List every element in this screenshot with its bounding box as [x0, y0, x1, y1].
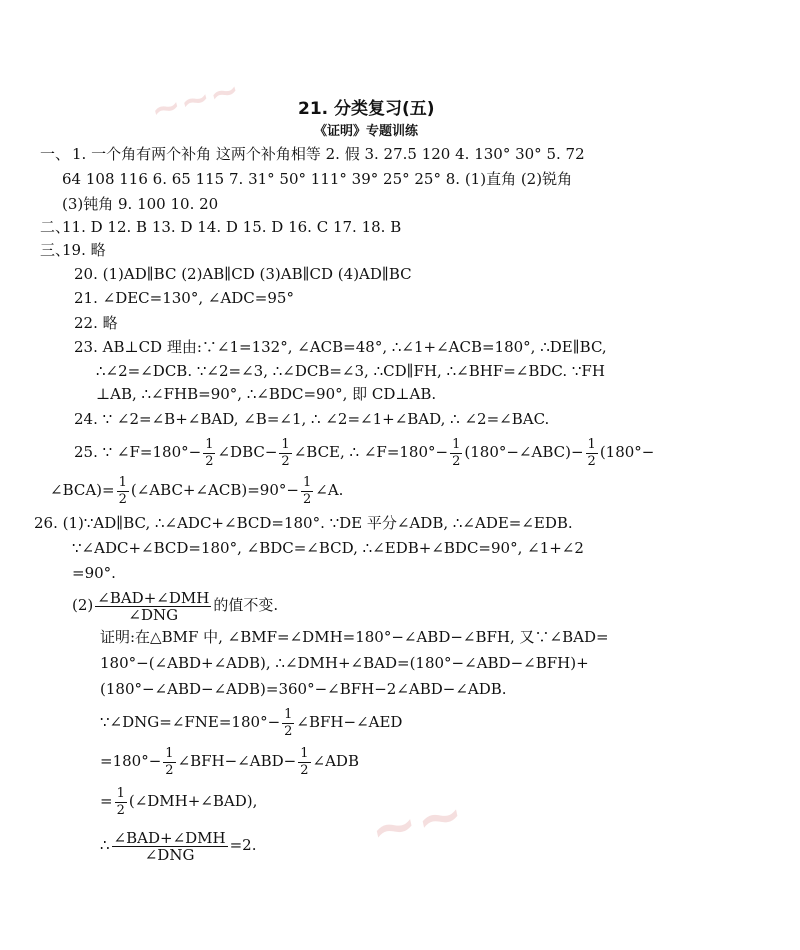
text-segment: ∠BFH−∠ABD− — [177, 752, 297, 770]
answer-line: 1. 一个角有两个补角 这两个补角相等 2. 假 3. 27.5 120 4. 130° 30° 5. 72 — [72, 145, 585, 163]
fraction-numerator: 1 — [205, 436, 214, 452]
text-segment: (180°− — [599, 443, 655, 461]
fraction-numerator: 1 — [281, 436, 290, 452]
fraction-numerator: 1 — [116, 785, 125, 801]
answer-line: 11. D 12. B 13. D 14. D 15. D 16. C 17. 18. B — [62, 218, 402, 236]
fraction-half — [301, 475, 313, 508]
fraction-denominator: ∠DNG — [128, 605, 179, 624]
text-segment: ∵∠DNG=∠FNE=180°− — [100, 713, 281, 731]
fraction-numerator: ∠BAD+∠DMH — [97, 588, 210, 607]
page-title: 21. 分类复习(五) — [298, 99, 435, 119]
fraction-denominator: 2 — [284, 723, 293, 739]
fraction-ratio — [112, 830, 228, 863]
text-segment: = — [100, 792, 113, 810]
fraction-denominator: 2 — [205, 453, 214, 469]
fraction-half — [115, 786, 127, 819]
answer-line: (180°−∠ABD−∠ADB)=360°−∠BFH−2∠ABD−∠ADB. — [100, 680, 507, 698]
section-label-1: 一、 — [40, 145, 71, 163]
text-segment: ∠DBC− — [217, 443, 278, 461]
proof-line — [100, 702, 402, 742]
text-segment: =180°− — [100, 752, 162, 770]
proof-line — [100, 741, 359, 781]
answer-line-25-cont — [50, 470, 343, 510]
answer-line: ∵∠ADC+∠BCD=180°, ∠BDC=∠BCD, ∴∠EDB+∠BDC=90°, ∠1+∠2 — [72, 539, 584, 557]
fraction-numerator: 1 — [452, 436, 461, 452]
text-segment: ∴ — [100, 836, 110, 854]
text-segment: ∠BCE, ∴ ∠F=180°− — [293, 443, 449, 461]
fraction-half — [450, 437, 462, 470]
watermark-bottom-right: ~~ — [364, 780, 470, 865]
fraction-numerator: ∠BAD+∠DMH — [113, 828, 226, 847]
watermark-top-left: ~~~ — [146, 68, 245, 133]
page-subtitle: 《证明》专题训练 — [314, 124, 419, 139]
text-segment: (∠ABC+∠ACB)=90°− — [130, 481, 299, 499]
fraction-numerator: 1 — [165, 745, 174, 761]
proof-conclusion — [100, 825, 257, 865]
fraction-denominator: 2 — [300, 762, 309, 778]
fraction-denominator: 2 — [452, 453, 461, 469]
fraction-half — [586, 437, 598, 470]
answer-line: 180°−(∠ABD+∠ADB), ∴∠DMH+∠BAD=(180°−∠ABD−∠BFH)+ — [100, 654, 589, 672]
answer-line: 22. 略 — [74, 314, 118, 332]
fraction-denominator: 2 — [587, 453, 596, 469]
answer-line: =90°. — [72, 564, 116, 582]
fraction-denominator: 2 — [302, 491, 312, 507]
fraction-half — [298, 746, 310, 779]
fraction-half — [163, 746, 175, 779]
answer-line: 19. 略 — [62, 241, 106, 259]
fraction-denominator: ∠DNG — [144, 845, 195, 864]
answer-line: 23. AB⊥CD 理由:∵∠1=132°, ∠ACB=48°, ∴∠1+∠ACB=180°, ∴DE∥BC, — [74, 338, 607, 356]
section-label-3: 三、 — [40, 241, 71, 259]
text-segment: (∠DMH+∠BAD), — [128, 792, 258, 810]
answer-line: 20. (1)AD∥BC (2)AB∥CD (3)AB∥CD (4)AD∥BC — [74, 265, 412, 283]
fraction-numerator: 1 — [118, 474, 127, 490]
answer-line: ∴∠2=∠DCB. ∵∠2=∠3, ∴∠DCB=∠3, ∴CD∥FH, ∴∠BHF=∠BDC. ∵FH — [96, 362, 605, 380]
fraction-half — [279, 437, 291, 470]
text-segment: ∠BCA)= — [50, 481, 115, 499]
fraction-denominator: 2 — [116, 802, 125, 818]
answer-line: ⊥AB, ∴∠FHB=90°, ∴∠BDC=90°, 即 CD⊥AB. — [96, 385, 437, 403]
fraction-denominator: 2 — [281, 453, 290, 469]
section-label-2: 二、 — [40, 218, 71, 236]
text-segment: 25. ∵ ∠F=180°− — [74, 443, 202, 461]
text-segment: 的值不变. — [213, 596, 279, 614]
answer-line: (3)钝角 9. 100 10. 20 — [62, 195, 219, 213]
answer-line: 24. ∵ ∠2=∠B+∠BAD, ∠B=∠1, ∴ ∠2=∠1+∠BAD, ∴ ∠2=∠BAC. — [74, 410, 550, 428]
text-segment: ∠BFH−∠AED — [296, 713, 403, 731]
fraction-denominator: 2 — [165, 762, 174, 778]
answer-line: 64 108 116 6. 65 115 7. 31° 50° 111° 39° 25° 25° 8. (1)直角 (2)锐角 — [62, 170, 573, 188]
text-segment: (2) — [72, 596, 94, 614]
fraction-numerator: 1 — [284, 706, 293, 722]
fraction-numerator: 1 — [300, 745, 309, 761]
text-segment: (180°−∠ABC)− — [464, 443, 584, 461]
fraction-denominator: 2 — [118, 491, 127, 507]
text-segment: =2. — [229, 836, 257, 854]
fraction-half — [282, 707, 294, 740]
answer-line-25 — [74, 432, 654, 472]
answer-line: 证明:在△BMF 中, ∠BMF=∠DMH=180°−∠ABD−∠BFH, 又∵∠BAD= — [100, 628, 609, 646]
proof-line — [100, 781, 257, 821]
fraction-numerator: 1 — [302, 474, 312, 490]
fraction-half — [203, 437, 215, 470]
fraction-numerator: 1 — [587, 436, 596, 452]
text-segment: ∠ADB — [312, 752, 359, 770]
answer-line-26-2 — [72, 585, 278, 625]
text-segment: ∠A. — [315, 481, 344, 499]
answer-line: 21. ∠DEC=130°, ∠ADC=95° — [74, 289, 294, 307]
fraction-half — [117, 475, 129, 508]
fraction-ratio — [95, 590, 211, 623]
answer-line: 26. (1)∵AD∥BC, ∴∠ADC+∠BCD=180°. ∵DE 平分∠ADB, ∴∠ADE=∠EDB. — [34, 514, 573, 532]
